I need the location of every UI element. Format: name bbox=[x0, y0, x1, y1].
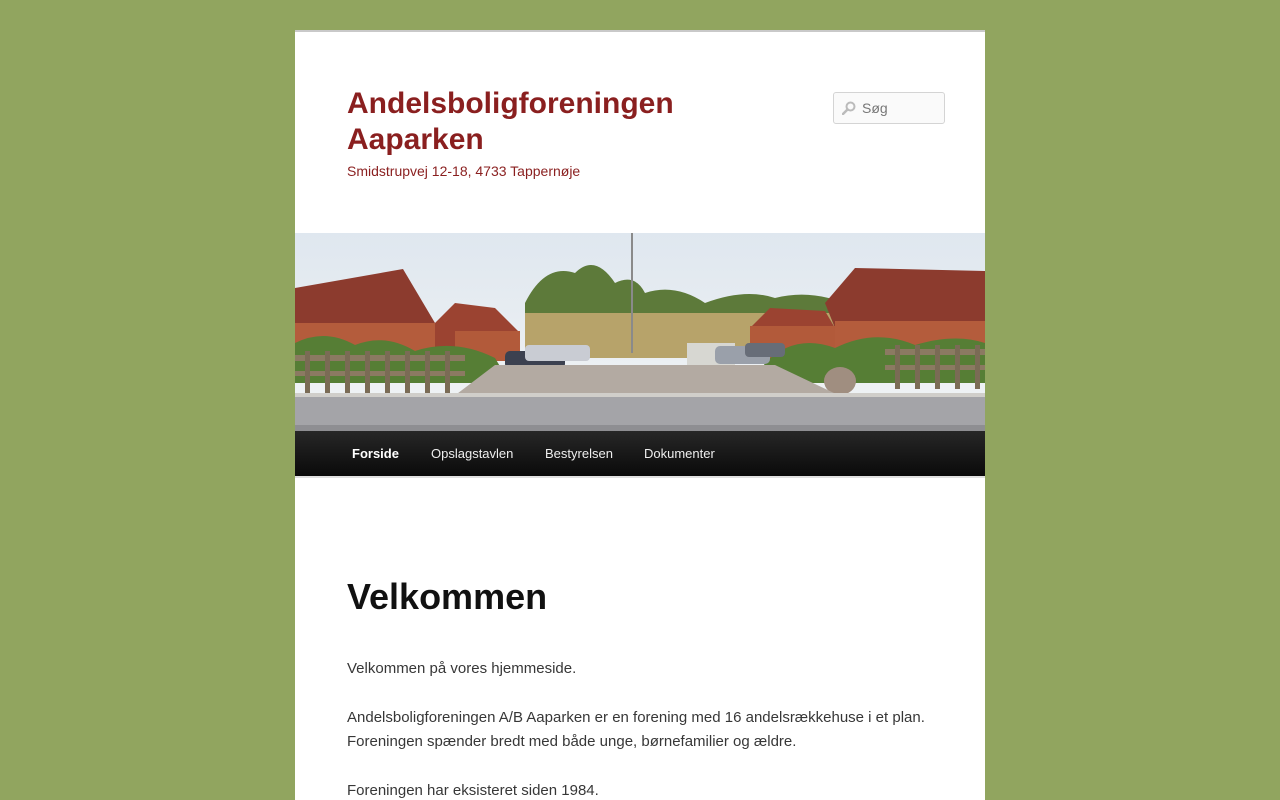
search-input[interactable] bbox=[862, 99, 940, 117]
site-title-link[interactable]: Andelsboligforeningen Aaparken bbox=[347, 87, 674, 156]
page-container bbox=[295, 30, 985, 800]
nav-item-opslagstavlen[interactable]: Opslagstavlen bbox=[431, 446, 514, 461]
site-description: Smidstrupvej 12-18, 4733 Tappernøje bbox=[347, 163, 581, 179]
header-photo bbox=[295, 233, 985, 431]
search-icon bbox=[842, 101, 856, 115]
main-navigation bbox=[295, 431, 985, 478]
nav-item-bestyrelsen[interactable]: Bestyrelsen bbox=[545, 446, 613, 461]
paragraph-history: Foreningen har eksisteret siden 1984. bbox=[347, 782, 599, 799]
nav-item-forside[interactable]: Forside bbox=[352, 446, 399, 461]
paragraph-about: Andelsboligforeningen A/B Aaparken er en forening med 16 andelsrækkehuse i et plan. bbox=[347, 709, 925, 726]
search-box[interactable] bbox=[833, 92, 945, 124]
paragraph-welcome: Velkommen på vores hjemmeside. bbox=[347, 660, 577, 677]
page-title: Velkommen bbox=[347, 576, 548, 617]
paragraph-residents: Foreningen spænder bredt med både unge, børnefamilier og ældre. bbox=[347, 733, 797, 750]
nav-item-dokumenter[interactable]: Dokumenter bbox=[644, 446, 715, 461]
